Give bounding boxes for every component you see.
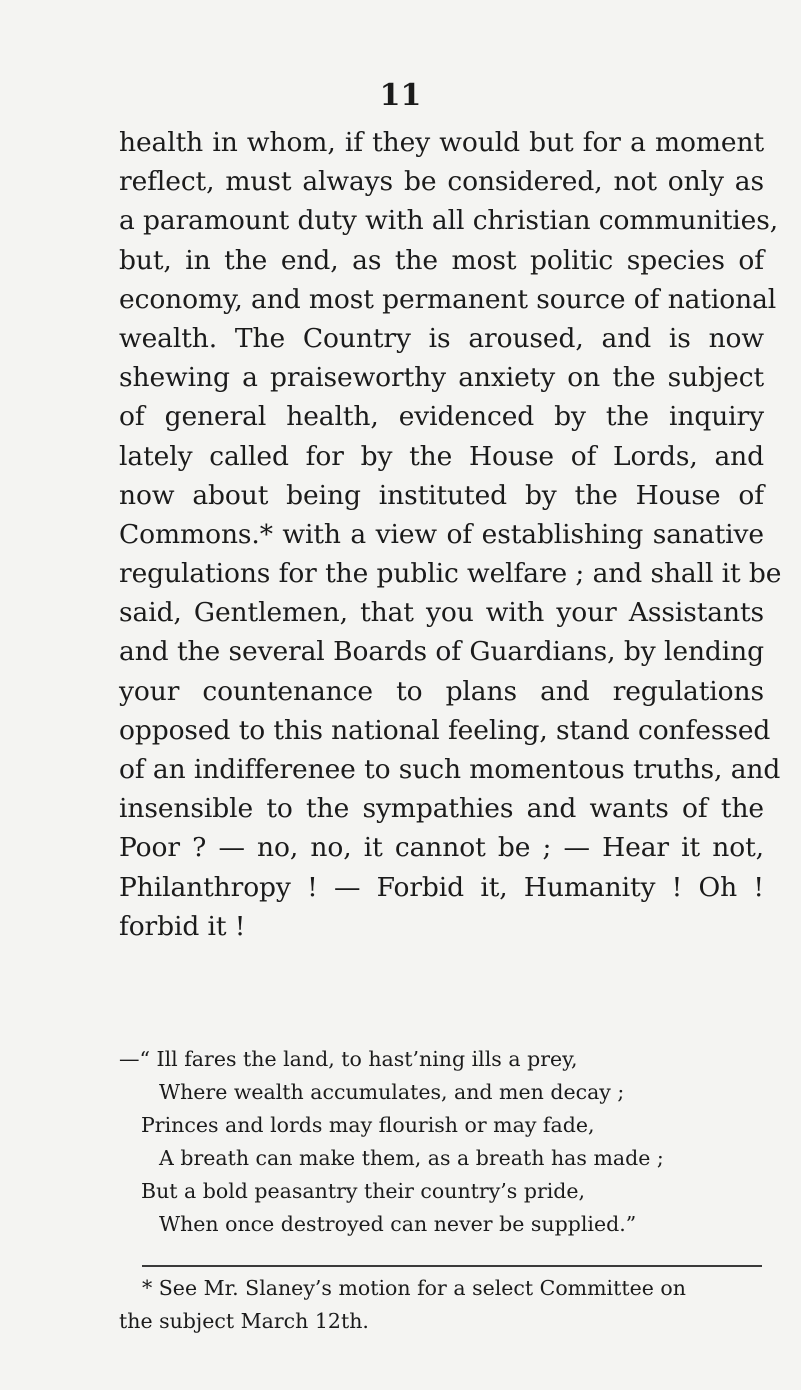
footnote-divider bbox=[142, 1265, 762, 1267]
body-line: Commons.* with a view of establishing sanative bbox=[119, 518, 764, 550]
body-line: reflect, must always be considered, not only as bbox=[119, 166, 764, 198]
body-line: Philanthropy ! — Forbid it, Humanity ! Oh ! bbox=[119, 871, 764, 903]
body-line: lately called for by the House of Lords, and bbox=[119, 440, 764, 472]
body-line: economy, and most permanent source of national bbox=[119, 283, 777, 315]
page-number: 11 bbox=[379, 78, 422, 113]
verse-line: Princes and lords may flourish or may fade, bbox=[141, 1113, 595, 1137]
body-line: insensible to the sympathies and wants of the bbox=[119, 793, 764, 825]
body-line: now about being instituted by the House of bbox=[119, 479, 764, 511]
body-line: Poor ? — no, no, it cannot be ; — Hear it not, bbox=[119, 832, 764, 864]
body-line: but, in the end, as the most politic species of bbox=[119, 244, 764, 276]
body-line: and the several Boards of Guardians, by lending bbox=[119, 636, 764, 668]
body-line: said, Gentlemen, that you with your Assistants bbox=[119, 597, 764, 629]
body-line: forbid it ! bbox=[119, 910, 246, 942]
body-line: wealth. The Country is aroused, and is now bbox=[119, 322, 764, 354]
footnote bbox=[119, 1272, 764, 1338]
body-line: your countenance to plans and regulations bbox=[119, 675, 764, 707]
footnote-line: * See Mr. Slaney’s motion for a select Committee on bbox=[142, 1276, 686, 1300]
body-line: shewing a praiseworthy anxiety on the subject bbox=[119, 362, 764, 394]
footnote-line: the subject March 12th. bbox=[119, 1309, 369, 1333]
body-line: opposed to this national feeling, stand confessed bbox=[119, 714, 771, 746]
verse-line: A breath can make them, as a breath has made ; bbox=[159, 1146, 664, 1170]
verse-line: But a bold peasantry their country’s pride, bbox=[141, 1179, 586, 1203]
body-line: regulations for the public welfare ; and shall it be bbox=[119, 558, 782, 590]
verse-line: Where wealth accumulates, and men decay ; bbox=[159, 1080, 625, 1104]
body-line: of general health, evidenced by the inquiry bbox=[119, 401, 764, 433]
body-line: health in whom, if they would but for a moment bbox=[119, 127, 764, 158]
body-paragraph bbox=[119, 123, 782, 946]
body-line: a paramount duty with all christian communities, bbox=[119, 205, 779, 237]
verse-quotation bbox=[119, 1043, 764, 1241]
verse-line: When once destroyed can never be supplied.” bbox=[159, 1212, 637, 1236]
verse-line: —“ Ill fares the land, to hast’ning ills a prey, bbox=[119, 1047, 578, 1071]
body-line: of an indifferenee to such momentous truths, and bbox=[119, 754, 781, 785]
